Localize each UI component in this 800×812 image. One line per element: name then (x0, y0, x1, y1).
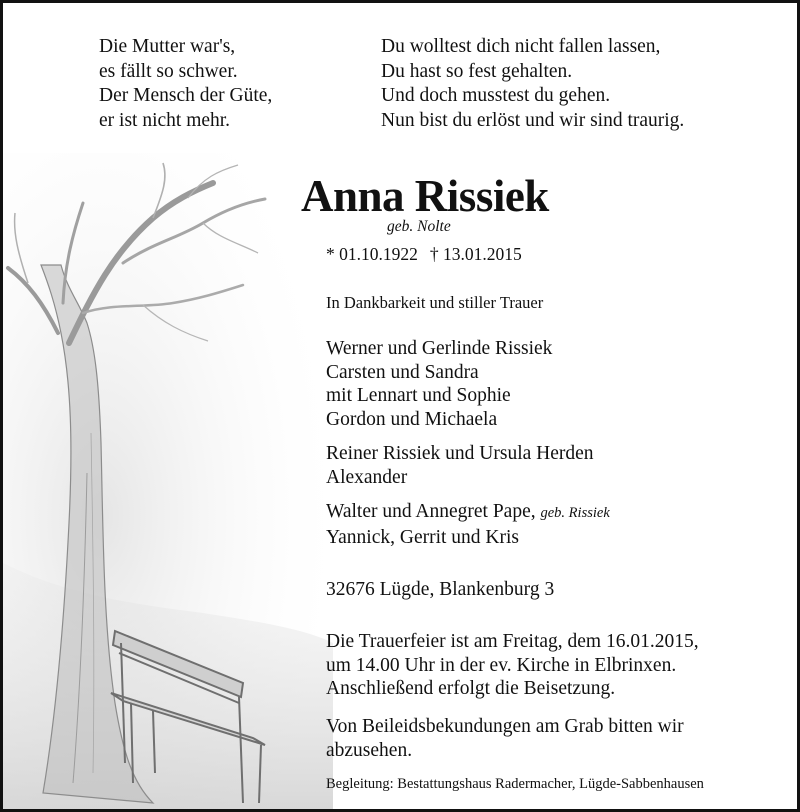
poem-left-line: Die Mutter war's, (99, 36, 236, 57)
mourner-line: mit Lennart und Sophie (326, 385, 511, 407)
mourner-line (326, 500, 610, 526)
poem-right-line: Nun bist du erlöst und wir sind traurig. (381, 109, 685, 131)
mourner-group-1 (326, 337, 552, 431)
poem-left-line: es fällt so schwer. (99, 60, 238, 82)
service-line: Die Trauerfeier ist am Freitag, dem 16.01.2015, (326, 631, 699, 652)
poem-right (381, 35, 684, 133)
service-line: Anschließend erfolgt die Beisetzung. (326, 678, 616, 700)
mourner-maiden-name: geb. Rissiek (540, 505, 610, 521)
mourner-address: 32676 Lügde, Blankenburg 3 (326, 579, 555, 600)
mourner-group-2 (326, 442, 594, 489)
mourner-line: Yannick, Gerrit und Kris (326, 526, 520, 548)
mourner-line: Alexander (326, 466, 408, 488)
mourner-couple: Walter und Annegret Pape, (326, 501, 536, 522)
poem-left-line: Der Mensch der Güte, (99, 85, 273, 106)
service-line: um 14.00 Uhr in der ev. Kirche in Elbrinxen. (326, 654, 677, 676)
condolence-line: Von Beileidsbekundungen am Grab bitten wir (326, 716, 684, 737)
poem-right-line: Du hast so fest gehalten. (381, 60, 573, 82)
life-dates (326, 244, 522, 265)
deceased-name: Anna Rissiek (301, 171, 549, 221)
poem-left (99, 35, 272, 133)
mourner-line: Gordon und Michaela (326, 408, 498, 430)
funeral-home-credit: Begleitung: Bestattungshaus Radermacher, Lügde-Sabbenhausen (326, 776, 704, 792)
death-date: † 13.01.2015 (429, 244, 522, 264)
poem-left-line: er ist nicht mehr. (99, 109, 231, 131)
condolence-line: abzusehen. (326, 739, 413, 761)
funeral-service-info (326, 630, 699, 701)
mourner-line: Carsten und Sandra (326, 361, 479, 383)
birth-date: * 01.10.1922 (326, 244, 418, 264)
mourner-line: Werner und Gerlinde Rissiek (326, 338, 553, 359)
poem-right-line: Und doch musstest du gehen. (381, 85, 611, 106)
mourner-line: Reiner Rissiek und Ursula Herden (326, 443, 594, 464)
condolence-note (326, 715, 684, 762)
mourning-intro: In Dankbarkeit und stiller Trauer (326, 293, 544, 312)
maiden-name: geb. Nolte (387, 218, 451, 235)
poem-right-line: Du wolltest dich nicht fallen lassen, (381, 36, 661, 57)
mourner-group-3 (326, 500, 610, 549)
tree-and-bench-illustration (3, 153, 333, 812)
